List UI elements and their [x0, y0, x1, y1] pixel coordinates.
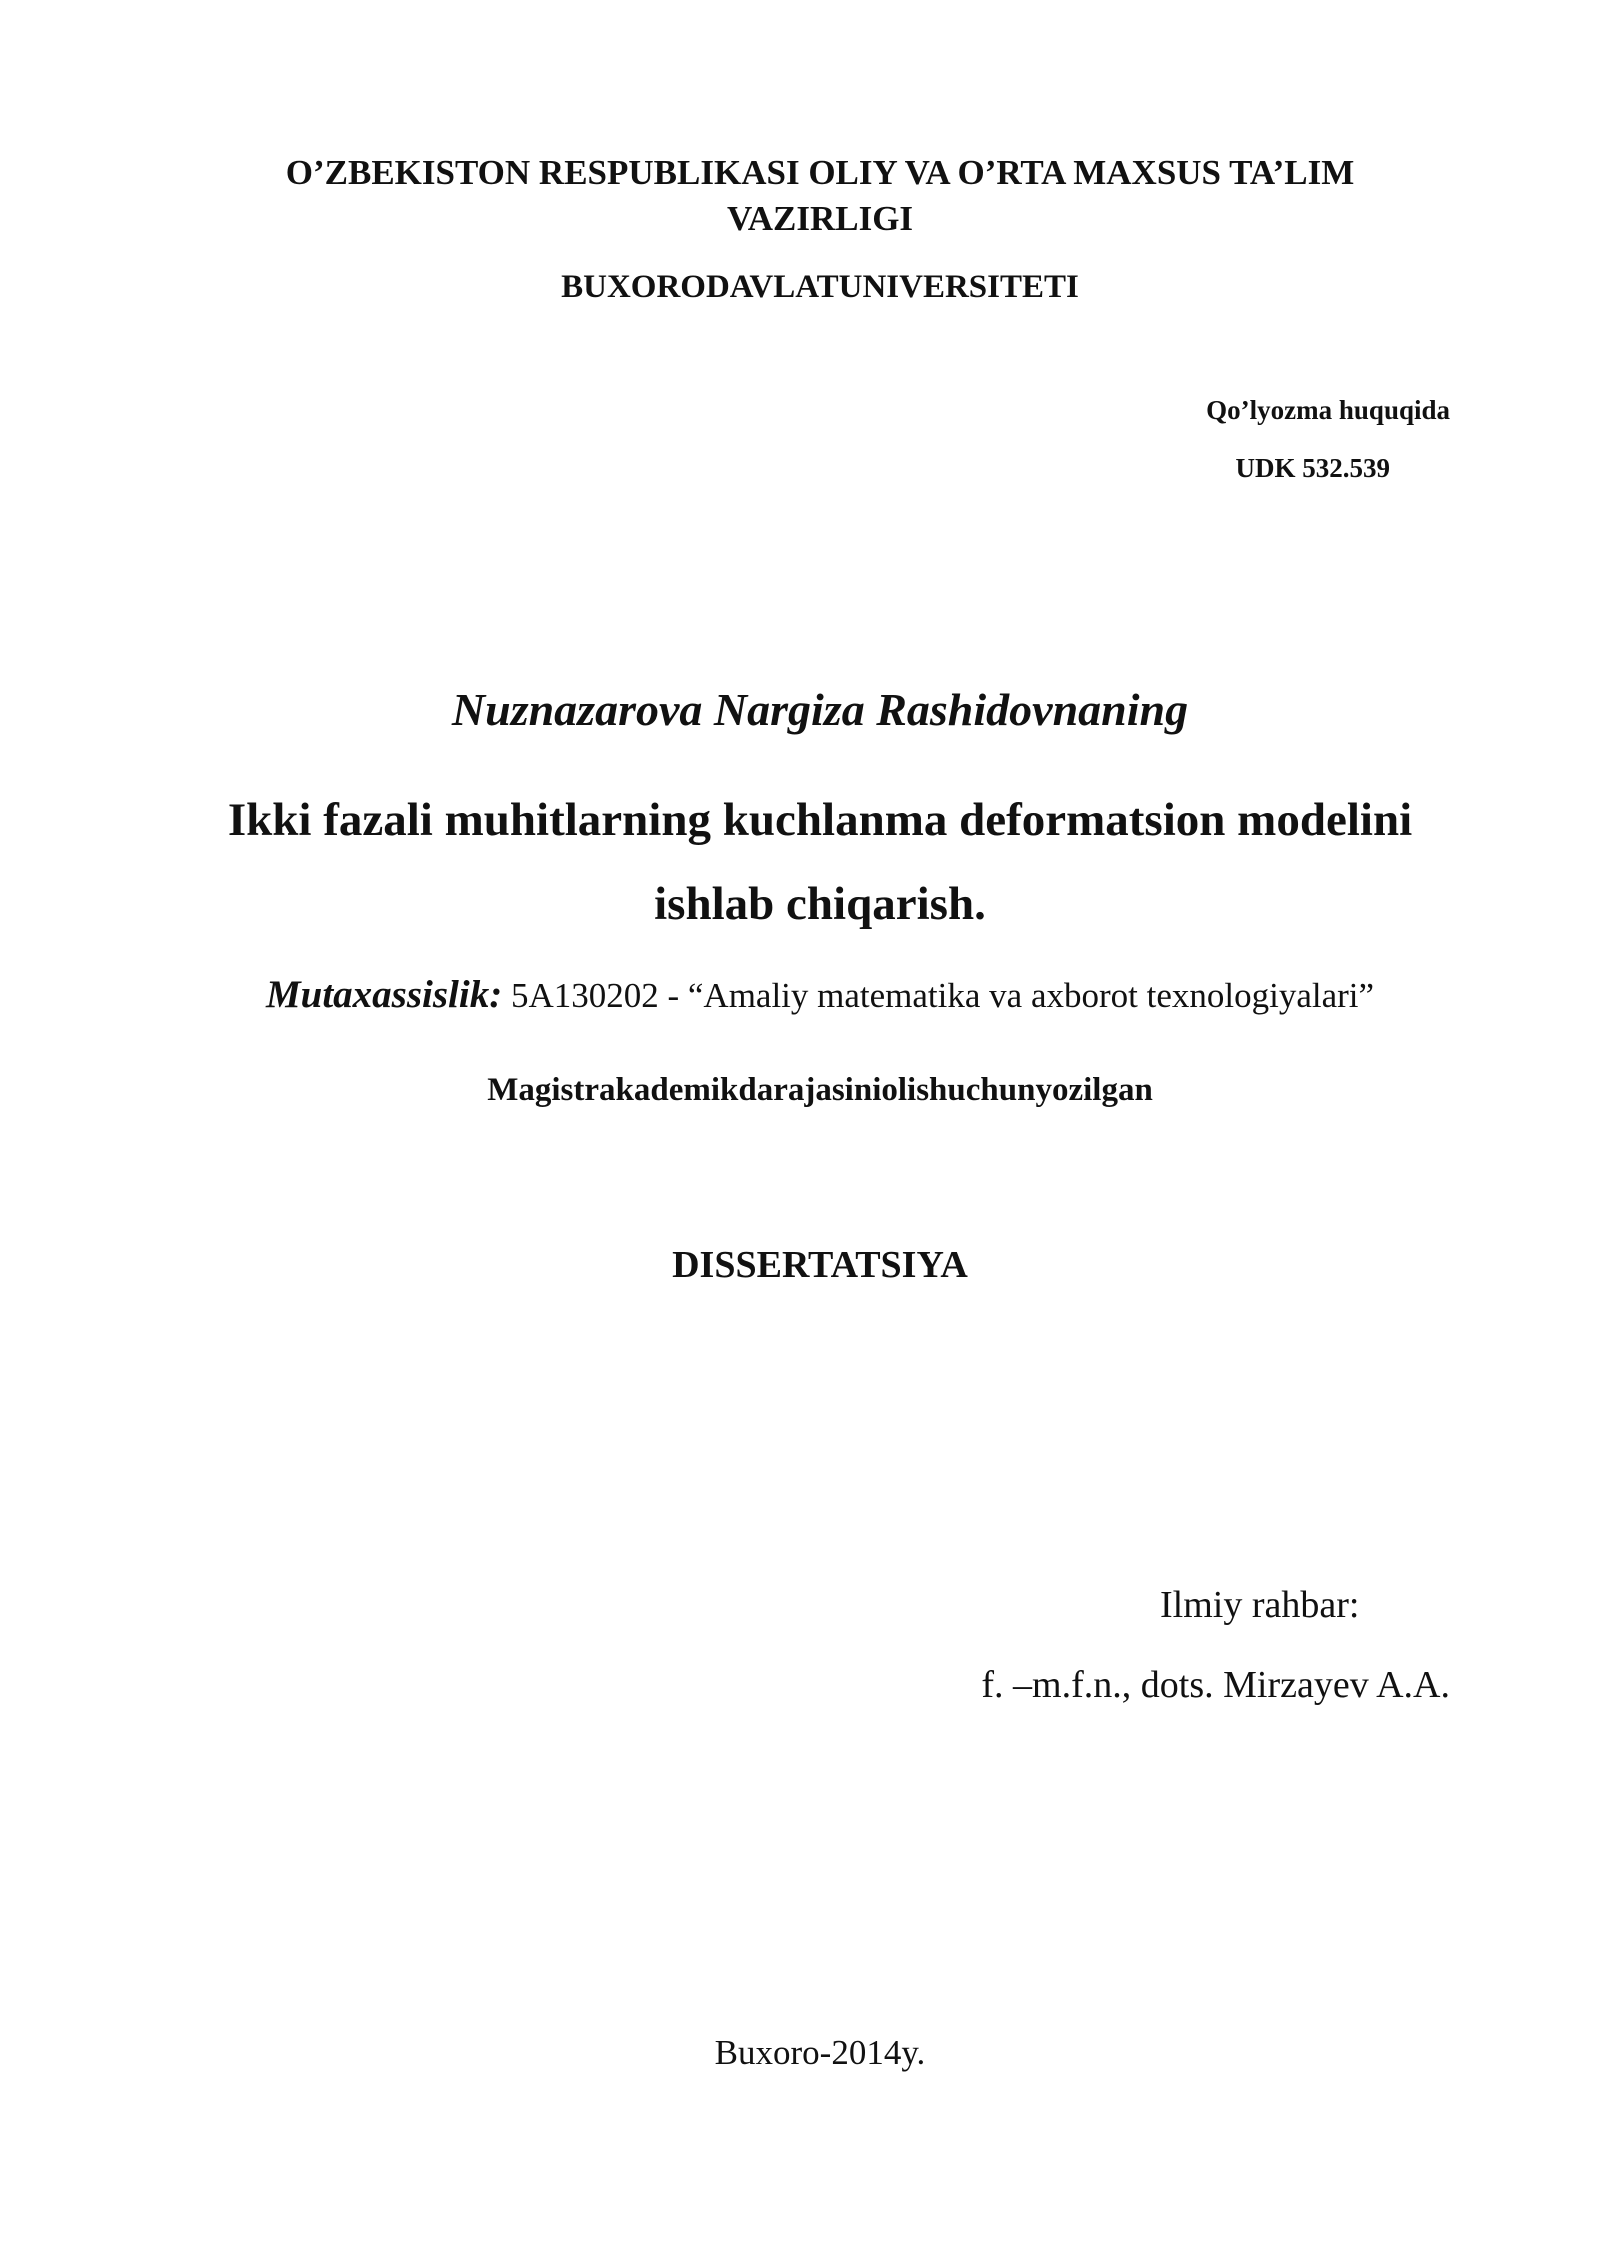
speciality-value: 5A130202 - “Amaliy matematika va axborot texnologiyalari”	[502, 976, 1375, 1015]
thesis-title: Ikki fazali muhitlarning kuchlanma deformatsion modelini ishlab chiqarish.	[227, 794, 1413, 930]
speciality-line	[160, 970, 1480, 1021]
university-heading: BUXORODAVLATUNIVERSITETI	[561, 269, 1079, 305]
speciality-label: Mutaxassislik:	[265, 973, 503, 1016]
author-name: Nuznazarova Nargiza Rashidovnaning	[451, 684, 1189, 735]
supervisor-label: Ilmiy rahbar:	[1160, 1584, 1360, 1626]
manuscript-rights-note: Qo’lyozma huquqida	[1206, 395, 1450, 425]
ministry-heading: O’ZBEKISTON RESPUBLIKASI OLIY VA O’RTA MAXSUS TA’LIM VAZIRLIGI	[285, 153, 1355, 238]
supervisor-name: f. –m.f.n., dots. Mirzayev A.A.	[981, 1664, 1450, 1706]
place-year: Buxoro-2014y.	[714, 2033, 926, 2072]
degree-statement: Magistrakademikdarajasiniolishuchunyozilgan	[487, 1072, 1153, 1108]
document-type: DISSERTATSIYA	[672, 1244, 968, 1286]
udk-code: UDK 532.539	[1235, 453, 1390, 483]
